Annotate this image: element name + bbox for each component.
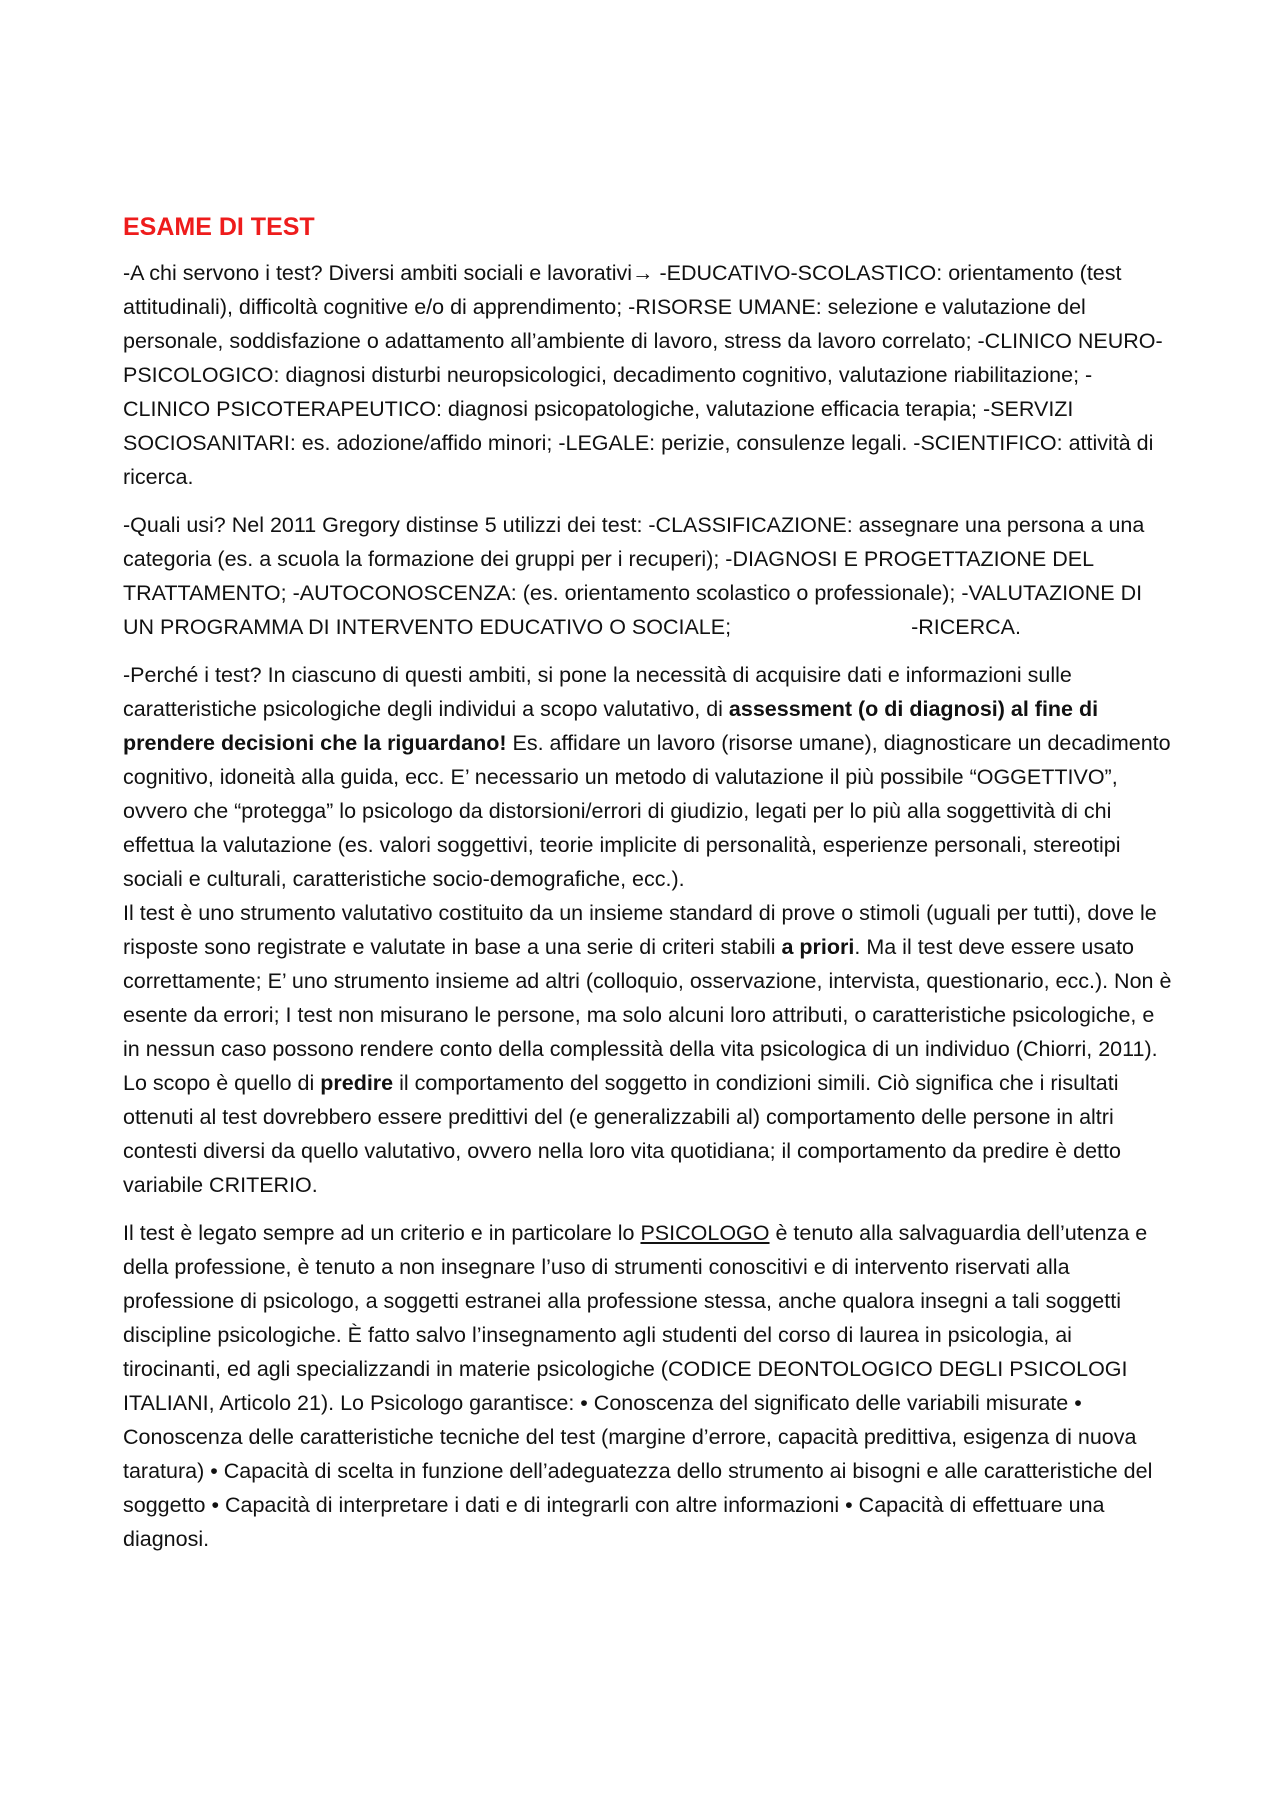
paragraph-perche-text-a: -Perché i test? In ciascuno di questi ambiti, si pone la necessità di acquisire dati e informazioni sulle caratteristiche psicologiche degli individui a scopo valutativo, di — [123, 663, 1072, 721]
paragraph-psicologo-text-a: Il test è legato sempre ad un criterio e in particolare lo — [123, 1221, 641, 1245]
paragraph-definizione — [123, 896, 1173, 1066]
paragraph-scopo-text-b: il comportamento del soggetto in condizioni simili. Ciò significa che i risultati ottenuti al test dovrebbero essere predittivi del (e generalizzabili al) comportamento delle persone in altri contesti diversi da quello valutativo, ovvero nella loro vita quotidiana; il comportamento da predire è detto variabile CRITERIO. — [123, 1071, 1121, 1197]
document-title: ESAME DI TEST — [123, 213, 315, 241]
paragraph-perche — [123, 658, 1173, 896]
paragraph-scopo-text-a: Lo scopo è quello di — [123, 1071, 321, 1095]
paragraph-definizione-text-b: . Ma il test deve essere usato correttamente; E’ uno strumento insieme ad altri (colloquio, osservazione, intervista, questionario, ecc.). Non è esente da errori; I test non misurano le persone, ma solo alcuni loro attributi, o caratteristiche psicologiche, e in nessun caso possono rendere conto della complessità della vita psicologica di un individuo (Chiorri, 2011). — [123, 935, 1172, 1061]
paragraph-psicologo-text-b: è tenuto alla salvaguardia dell’utenza e della professione, è tenuto a non insegnare l’uso di strumenti conoscitivi e di intervento riservati alla professione di psicologo, a soggetti estranei alla professione stessa, anche qualora insegni a tali soggetti discipline psicologiche. È fatto salvo l’insegnamento agli studenti del corso di laurea in psicologia, ai tirocinanti, ed agli specializzandi in materie psicologiche (CODICE DEONTOLOGICO DEGLI PSICOLOGI ITALIANI, Articolo 21). Lo Psicologo garantisce: • Conoscenza del significato delle variabili misurate • Conoscenza delle caratteristiche tecniche del test (margine d’errore, capacità predittiva, esigenza di nuova taratura) • Capacità di scelta in funzione dell’adeguatezza dello strumento ai bisogni e alle caratteristiche del soggetto • Capacità di interpretare i dati e di integrarli con altre informazioni • Capacità di effettuare una diagnosi. — [123, 1221, 1153, 1551]
paragraph-ambiti-text-a: -A chi servono i test? Diversi ambiti sociali e lavorativi — [123, 261, 633, 285]
paragraph-usi — [123, 508, 1173, 644]
paragraph-psicologo — [123, 1216, 1173, 1556]
paragraph-ambiti — [123, 256, 1173, 494]
paragraph-perche-text-b: Es. affidare un lavoro (risorse umane), diagnosticare un decadimento cognitivo, idoneità alla guida, ecc. E’ necessario un metodo di valutazione il più possibile “OGGETTIVO”, ovvero che “protegga” lo psicologo da distorsioni/errori di giudizio, legati per lo più alla soggettività di chi effettua la valutazione (es. valori soggettivi, teorie implicite di personalità, esperienze personali, stereotipi sociali e culturali, caratteristiche socio-demografiche, ecc.). — [123, 731, 1171, 891]
paragraph-definizione-text-a: Il test è uno strumento valutativo costituito da un insieme standard di prove o stimoli (uguali per tutti), dove le risposte sono registrate e valutate in base a una serie di criteri stabili — [123, 901, 1157, 959]
paragraph-perche-bold: assessment (o di diagnosi) al fine di prendere decisioni che la riguardano! — [123, 697, 1099, 755]
paragraph-usi-text-a: -Quali usi? Nel 2011 Gregory distinse 5 utilizzi dei test: -CLASSIFICAZIONE: assegnare una persona a una categoria (es. a scuola la formazione dei gruppi per i recuperi); -DIAGNOSI E PROGETTAZIONE DEL TRATTAMENTO; -AUTOCONOSCENZA: (es. orientamento scolastico o professionale); -VALUTAZIONE DI UN PROGRAMMA DI INTERVENTO EDUCATIVO O SOCIALE; — [123, 513, 1145, 639]
paragraph-usi-text-b: -RICERCA. — [911, 615, 1021, 639]
paragraph-ambiti-text-b: -EDUCATIVO-SCOLASTICO: orientamento (test attitudinali), difficoltà cognitive e/o di apprendimento; -RISORSE UMANE: selezione e valutazione del personale, soddisfazione o adattamento all’ambiente di lavoro, stress da lavoro correlato; -CLINICO NEURO-PSICOLOGICO: diagnosi disturbi neuropsicologici, decadimento cognitivo, valutazione riabilitazione; -CLINICO PSICOTERAPEUTICO: diagnosi psicopatologiche, valutazione efficacia terapia; -SERVIZI SOCIOSANITARI: es. adozione/affido minori; -LEGALE: perizie, consulenze legali. -SCIENTIFICO: attività di ricerca. — [123, 261, 1163, 489]
paragraph-scopo — [123, 1066, 1173, 1202]
document-body — [123, 212, 1173, 1570]
paragraph-scopo-bold: predire — [320, 1071, 394, 1095]
arrow-icon: → — [632, 261, 654, 285]
paragraph-psicologo-underline: PSICOLOGO — [640, 1221, 770, 1245]
paragraph-definizione-bold: a priori — [781, 935, 855, 959]
